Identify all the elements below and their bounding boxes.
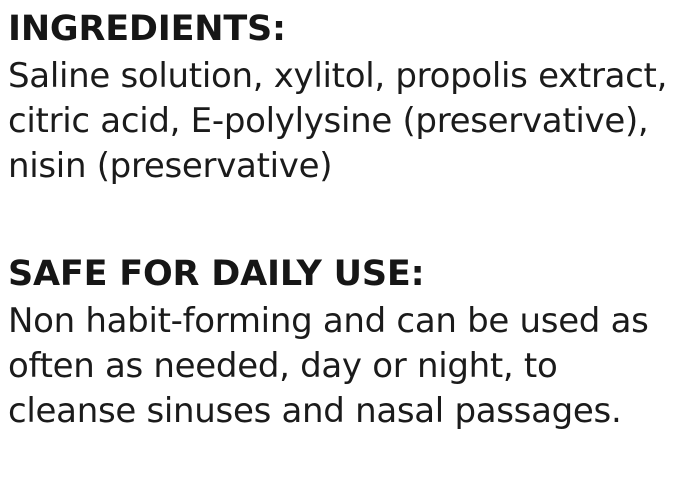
ingredients-section [8,6,671,189]
daily-use-line-2: often as needed, day or night, to [8,346,558,386]
daily-use-section [8,251,671,434]
ingredients-line-3: nisin (preservative) [8,146,333,186]
daily-use-heading: SAFE FOR DAILY USE: [8,254,425,294]
daily-use-line-1: Non habit-forming and can be used as [8,301,649,341]
daily-use-body [8,299,671,434]
ingredients-line-1: Saline solution, xylitol, propolis extract, [8,56,668,96]
ingredients-line-2: citric acid, E-polylysine (preservative), [8,101,649,141]
ingredients-heading: INGREDIENTS: [8,9,286,49]
daily-use-line-3: cleanse sinuses and nasal passages. [8,391,622,431]
ingredients-body [8,54,671,189]
